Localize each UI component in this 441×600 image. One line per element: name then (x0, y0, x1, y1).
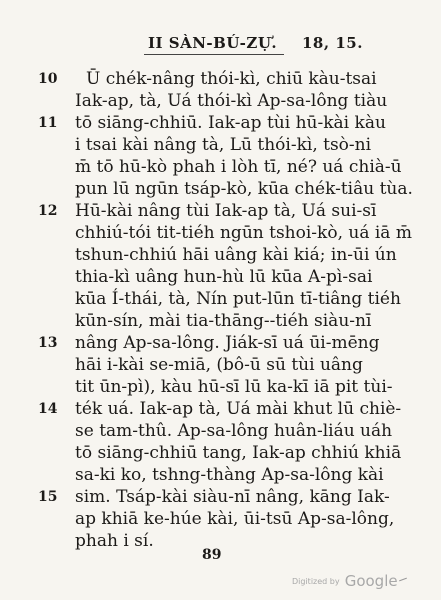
text-line (0, 288, 441, 310)
line-text: tshun-chhiú hāi uâng kài kiá; in-ūi ún (75, 245, 397, 265)
text-line (0, 442, 441, 464)
line-text: sim. Tsáp-kài siàu-nī nâng, kāng Iak- (75, 487, 390, 507)
text-line (0, 134, 441, 156)
verse-number: 15 (38, 489, 58, 505)
text-line (0, 310, 441, 332)
text-line (0, 398, 441, 420)
text-line (0, 486, 441, 508)
text-line (0, 508, 441, 530)
text-line (0, 266, 441, 288)
digitized-prefix: Digitized by (292, 577, 340, 586)
line-text: hāi i-kài se-miā, (bô-ū sū tùi uâng (75, 355, 363, 375)
line-text: tō siāng-chhiū tang, Iak-ap chhiú khiā (75, 443, 402, 463)
line-text: thia-kì uâng hun-hù lū kūa A-pì-sai (75, 267, 373, 287)
digitized-by-watermark (292, 571, 398, 590)
text-line (0, 156, 441, 178)
verse-number: 10 (38, 71, 58, 87)
text-line (0, 464, 441, 486)
line-text: tit ūn-pì), kàu hū-sī lū ka-kī iā pit tùi- (75, 377, 393, 397)
line-text: Iak-ap, tà, Uá thói-kì Ap-sa-lông tiàu (75, 91, 388, 111)
google-brand-text: Google (344, 572, 398, 590)
text-line (0, 68, 441, 90)
line-text: ték uá. Iak-ap tà, Uá mài khut lū chiè- (75, 399, 402, 419)
text-line (0, 420, 441, 442)
line-text: m̄ tō hū-kò phah i lòh tī, né? uá chià-ū (75, 157, 402, 177)
line-text: kūa Í-thái, tà, Nín put-lūn tī-tiâng tiéh (75, 289, 401, 309)
chapter-verse-reference: 18, 15. (302, 34, 363, 52)
text-line (0, 90, 441, 112)
line-text: tō siāng-chhiū. Iak-ap tùi hū-kài kàu (75, 113, 386, 133)
line-text: nâng Ap-sa-lông. Jiák-sī uá ūi-mēng (75, 333, 380, 353)
line-text: chhiú-tói tit-tiéh ngūn tshoi-kò, uá iā m̄ (75, 223, 412, 243)
verse-number: 14 (38, 401, 58, 417)
text-line (0, 178, 441, 200)
pen-mark-icon (399, 578, 407, 582)
line-text: Ū chék-nâng thói-kì, chiū kàu-tsai (86, 69, 377, 89)
header-rule (144, 54, 284, 55)
page-number: 89 (202, 547, 222, 563)
verse-body (0, 68, 441, 552)
text-line (0, 244, 441, 266)
text-line (0, 200, 441, 222)
line-text: pun lū ngūn tsáp-kò, kūa chék-tiâu tùa. (75, 179, 413, 199)
verse-number: 11 (38, 115, 58, 131)
text-line (0, 222, 441, 244)
line-text: Hū-kài nâng tùi Iak-ap tà, Uá sui-sī (75, 201, 377, 221)
text-line (0, 112, 441, 134)
line-text: phah i sí. (75, 531, 154, 551)
line-text: ap khiā ke-húe kài, ūi-tsū Ap-sa-lông, (75, 509, 395, 529)
text-line (0, 376, 441, 398)
line-text: i tsai kài nâng tà, Lū thói-kì, tsò-ni (75, 135, 372, 155)
text-line (0, 354, 441, 376)
line-text: kūn-sín, mài tia-thāng--tiéh siàu-nī (75, 311, 372, 331)
running-title: II SÀN-BÚ-ZỰ. (148, 34, 278, 52)
line-text: sa-ki ko, tshng-thàng Ap-sa-lông kài (75, 465, 384, 485)
verse-number: 12 (38, 203, 58, 219)
line-text: se tam-thû. Ap-sa-lông huân-liáu uáh (75, 421, 393, 441)
page-header (0, 34, 441, 56)
verse-number: 13 (38, 335, 58, 351)
text-line (0, 332, 441, 354)
